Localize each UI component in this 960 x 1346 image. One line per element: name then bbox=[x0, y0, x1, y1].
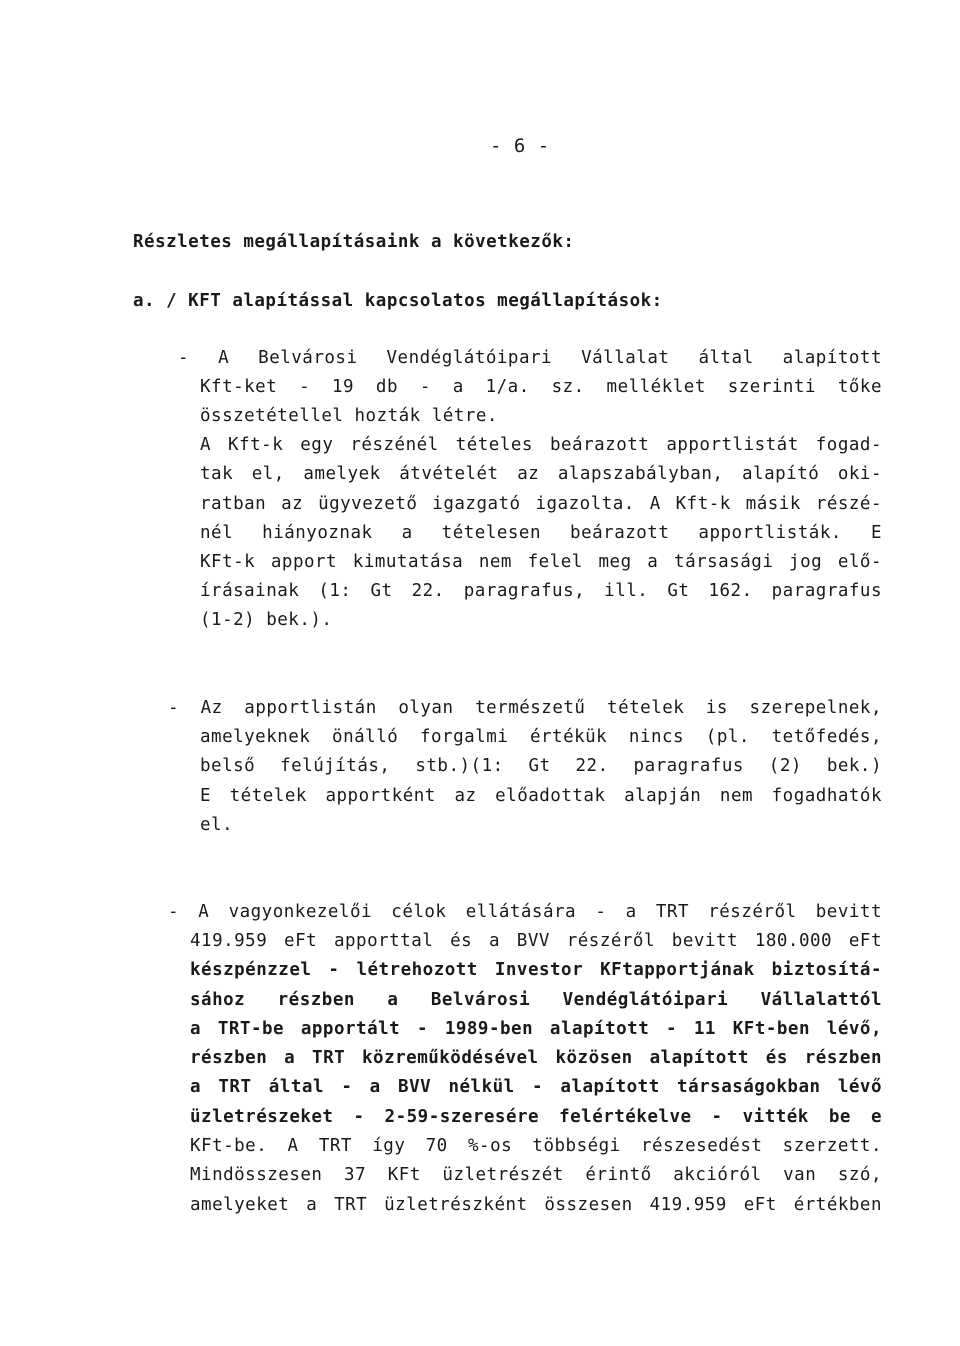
paragraph-line: a TRT-be apportált - 1989-ben alapított - 11 KFt-ben lévő, bbox=[190, 1019, 882, 1039]
paragraph-line: részben a TRT közreműködésével közösen alapított és részben bbox=[190, 1048, 882, 1068]
paragraph-line: (1-2) bek.). bbox=[200, 610, 333, 630]
paragraph-line: üzletrészeket - 2-59-szeresére felértékelve - vitték be e bbox=[190, 1107, 882, 1127]
paragraph-line: amelyeket a TRT üzletrészként összesen 419.959 eFt értékben bbox=[190, 1195, 882, 1215]
paragraph-line: belső felújítás, stb.)(1: Gt 22. paragrafus (2) bek.) bbox=[200, 756, 882, 776]
paragraph-line: KFt-be. A TRT így 70 %-os többségi részesedést szerzett. bbox=[190, 1136, 882, 1156]
paragraph-line: tak el, amelyek átvételét az alapszabályban, alapító oki- bbox=[200, 464, 882, 484]
paragraph-line: készpénzzel - létrehozott Investor KFtapportjának biztosítá- bbox=[190, 960, 882, 980]
document-heading: Részletes megállapításaink a következők: bbox=[133, 232, 575, 252]
paragraph-line: KFt-k apport kimutatása nem felel meg a társasági jog elő- bbox=[200, 552, 882, 572]
section-a-title: a. / KFT alapítással kapcsolatos megállapítások: bbox=[133, 291, 663, 311]
paragraph-line: - A vagyonkezelői célok ellátására - a TRT részéről bevitt bbox=[168, 902, 882, 922]
paragraph-line: el. bbox=[200, 815, 234, 835]
paragraph-line: Mindösszesen 37 KFt üzletrészét érintő akcióról van szó, bbox=[190, 1165, 882, 1185]
paragraph-line: írásainak (1: Gt 22. paragrafus, ill. Gt 162. paragrafus bbox=[200, 581, 882, 601]
paragraph-line: - Az apportlistán olyan természetű tételek is szerepelnek, bbox=[168, 698, 882, 718]
paragraph-line: összetétellel hozták létre. bbox=[200, 406, 498, 426]
paragraph-line: sához részben a Belvárosi Vendéglátóipari Vállalattól bbox=[190, 990, 882, 1010]
page-number: - 6 - bbox=[490, 135, 550, 157]
paragraph-line: A Kft-k egy részénél tételes beárazott apportlistát fogad- bbox=[200, 435, 882, 455]
paragraph-line: E tételek apportként az előadottak alapján nem fogadhatók bbox=[200, 786, 882, 806]
paragraph-line: 419.959 eFt apporttal és a BVV részéről bevitt 180.000 eFt bbox=[190, 931, 882, 951]
paragraph-line: amelyeknek önálló forgalmi értékük nincs (pl. tetőfedés, bbox=[200, 727, 882, 747]
paragraph-line: nél hiányoznak a tételesen beárazott apportlisták. E bbox=[200, 523, 882, 543]
paragraph-line: Kft-ket - 19 db - a 1/a. sz. melléklet szerinti tőke bbox=[200, 377, 882, 397]
paragraph-line: - A Belvárosi Vendéglátóipari Vállalat által alapított bbox=[178, 348, 882, 368]
paragraph-line: a TRT által - a BVV nélkül - alapított társaságokban lévő bbox=[190, 1077, 882, 1097]
paragraph-line: ratban az ügyvezető igazgató igazolta. A Kft-k másik részé- bbox=[200, 494, 882, 514]
